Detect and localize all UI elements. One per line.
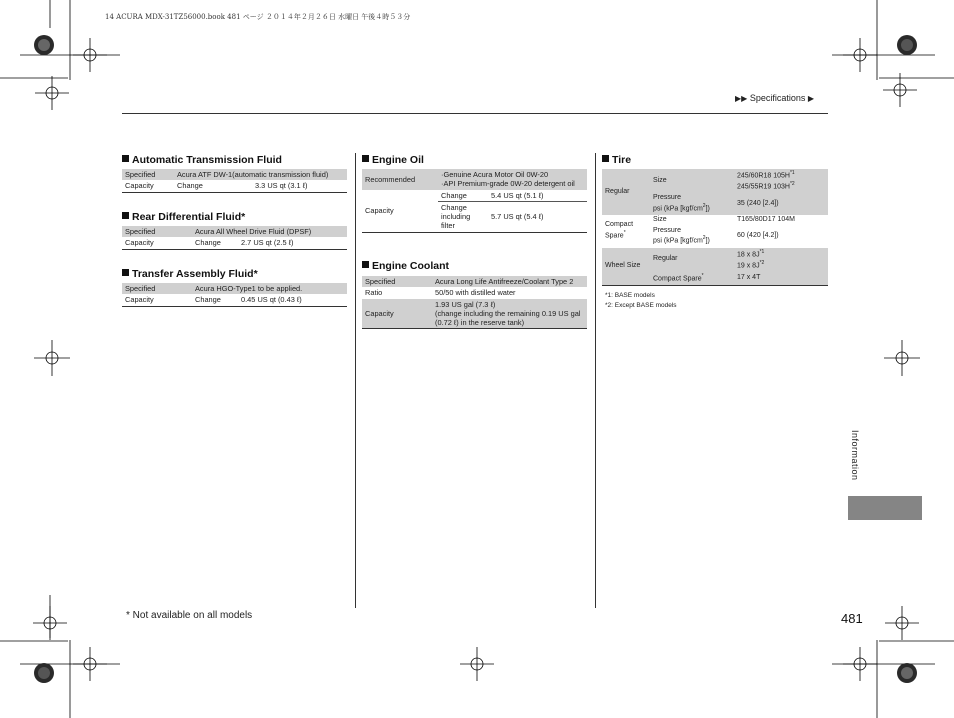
bullet-square-icon — [362, 155, 369, 162]
breadcrumb[interactable] — [735, 93, 814, 103]
bullet-square-icon — [602, 155, 609, 162]
bullet-square-icon — [122, 212, 129, 219]
side-tab-marker — [848, 496, 922, 520]
table-row: Compact Spare* 17 x 4T — [602, 272, 828, 286]
breadcrumb-arrow-icon: ▶ — [807, 94, 815, 103]
side-tab-information[interactable]: Information — [850, 430, 860, 481]
table-row: Specified Acura Long Life Antifreeze/Coolant Type 2 — [362, 276, 587, 287]
oil-section-title: Engine Oil — [362, 154, 424, 166]
table-row: Capacity Change 3.3 US qt (3.1 ℓ) — [125, 181, 308, 191]
table-row: Capacity Change 5.4 US qt (5.1 ℓ) — [362, 190, 587, 202]
table-row: Specified Acura ATF DW-1(automatic transmission fluid) — [122, 169, 347, 180]
table-row: Specified Acura HGO-Type1 to be applied. — [122, 283, 347, 294]
transfer-table — [122, 283, 347, 307]
tire-table — [602, 169, 828, 286]
table-row: Specified Acura All Wheel Drive Fluid (DPSF) — [122, 226, 347, 237]
tire-footnote-1: *1: BASE models — [605, 292, 655, 299]
availability-footnote: * Not available on all models — [126, 610, 253, 621]
oil-table — [362, 169, 587, 233]
transfer-section-title: Transfer Assembly Fluid* — [122, 268, 258, 280]
column-divider — [595, 153, 596, 608]
print-header: 14 ACURA MDX-31TZ56000.book 481 ページ ２０１４年２月２６日 水曜日 午後４時５３分 — [105, 13, 411, 21]
table-row: Capacity Change 0.45 US qt (0.43 ℓ) — [125, 295, 302, 305]
column-divider — [355, 153, 356, 608]
page-number: 481 — [841, 611, 863, 626]
table-row: Wheel Size Regular 18 x $8J^{*1}$ 19 x $8J^{*2}$ — [602, 248, 828, 272]
breadcrumb-label: Specifications — [749, 93, 806, 103]
bullet-square-icon — [122, 155, 129, 162]
table-row: Change including filter 5.7 US qt (5.4 ℓ) — [441, 202, 544, 231]
table-row: Capacity 1.93 US gal (7.3 ℓ) (change including the remaining 0.19 US gal (0.72 ℓ) in the reserve tank) — [362, 299, 587, 329]
breadcrumb-arrows-icon: ▶▶ — [735, 94, 748, 103]
table-row: Ratio 50/50 with distilled water — [365, 288, 516, 298]
rear-diff-table — [122, 226, 347, 250]
atf-table — [122, 169, 347, 193]
table-row: Compact Spare* Size T165/80D17 104M — [605, 215, 795, 240]
atf-section-title: Automatic Transmission Fluid — [122, 154, 282, 166]
table-row: Pressure psi (kPa $[kgf/cm^2]$) 35 (240 [2.4]) — [602, 193, 828, 215]
header-rule — [122, 113, 828, 114]
coolant-table — [362, 276, 587, 329]
bullet-square-icon — [362, 261, 369, 268]
table-row: Pressure psi (kPa $[kgf/cm^2]$) 60 (420 [4.2]) — [653, 226, 779, 245]
rear-diff-section-title: Rear Differential Fluid* — [122, 211, 245, 223]
bullet-square-icon — [122, 269, 129, 276]
tire-section-title: Tire — [602, 154, 631, 166]
tire-footnote-2: *2: Except BASE models — [605, 302, 677, 309]
table-row: Capacity Change 2.7 US qt (2.5 ℓ) — [125, 238, 294, 248]
coolant-section-title: Engine Coolant — [362, 260, 449, 272]
table-row: Recommended ·Genuine Acura Motor Oil 0W-20 ·API Premium-grade 0W-20 detergent oil — [362, 169, 587, 190]
table-row: Regular Size 245/60R18 $105H^{*1}$ 245/55R19 $103H^{*2}$ — [602, 169, 828, 193]
